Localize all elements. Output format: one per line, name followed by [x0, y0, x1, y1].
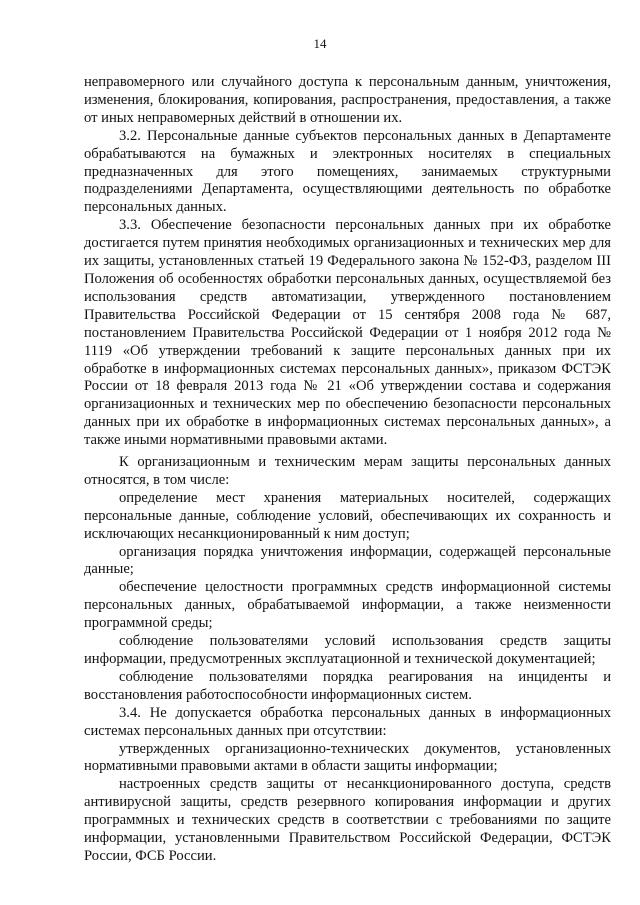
list-item-documents: утвержденных организационно-технических документов, установленных нормативными правовыми актами в области защиты информации;	[84, 740, 611, 775]
paragraph-continuation: неправомерного или случайного доступа к персональным данным, уничтожения, изменения, блокирования, копирования, распространения, предоставления, а также от иных неправомерных действий в отношении их.	[84, 74, 611, 126]
list-item-protection-tools: настроенных средств защиты от несанкционированного доступа, средств антивирусной защиты, средств резервного копирования информации и других программных и технических средств в соответствии с требованиями по защите информации, установленными Правительством Российской Федерации, ФСТЭК России, ФСБ России.	[84, 776, 611, 864]
paragraph-3-2: 3.2. Персональные данные субъектов персональных данных в Департаменте обрабатываются на бумажных и электронных носителях в специальных предназначенных для этого помещениях, занимаемых структурными подразделениями Департамента, осуществляющими деятельность по обработке персональных данных.	[84, 127, 611, 216]
document-body	[84, 74, 611, 866]
list-item-incident-response: соблюдение пользователями порядка реагирования на инциденты и восстановления работоспособности информационных систем.	[84, 668, 611, 703]
paragraph-measures-intro: К организационным и техническим мерам защиты персональных данных относятся, в том числе:	[84, 454, 611, 488]
list-item-usage-conditions: соблюдение пользователями условий использования средств защиты информации, предусмотренных эксплуатационной и технической документацией;	[84, 633, 611, 667]
paragraph-3-3: 3.3. Обеспечение безопасности персональных данных при их обработке достигается путем принятия необходимых организационных и технических мер для их защиты, установленных статьей 19 Федерального закона № 152-ФЗ, разделом III Положения об особенностях обработки персональных данных, осуществляемой без использования средств автоматизации, утвержденного постановлением Правительства Российской Федерации от 15 сентября 2008 года № 687, постановлением Правительства Российской Федерации от 1 ноября 2012 года № 1119 «Об утверждении требований к защите персональных данных при их обработке в информационных системах персональных данных», приказом ФСТЭК России от 18 февраля 2013 года № 21 «Об утверждении состава и содержания организационных и технических мер по обеспечению безопасности персональных данных при их обработке в информационных системах персональных данных», а также иными нормативными правовыми актами.	[84, 217, 611, 449]
paragraph-3-4: 3.4. Не допускается обработка персональных данных в информационных системах персональных данных при отсутствии:	[84, 704, 611, 739]
list-item-storage: определение мест хранения материальных носителей, содержащих персональные данные, соблюдение условий, обеспечивающих их сохранность и исключающих несанкционированный к ним доступ;	[84, 489, 611, 542]
page-number: 14	[313, 36, 327, 51]
list-item-destruction: организация порядка уничтожения информации, содержащей персональные данные;	[84, 543, 611, 578]
list-item-integrity: обеспечение целостности программных средств информационной системы персональных данных, обрабатываемой информации, а также неизменности программной среды;	[84, 579, 611, 632]
